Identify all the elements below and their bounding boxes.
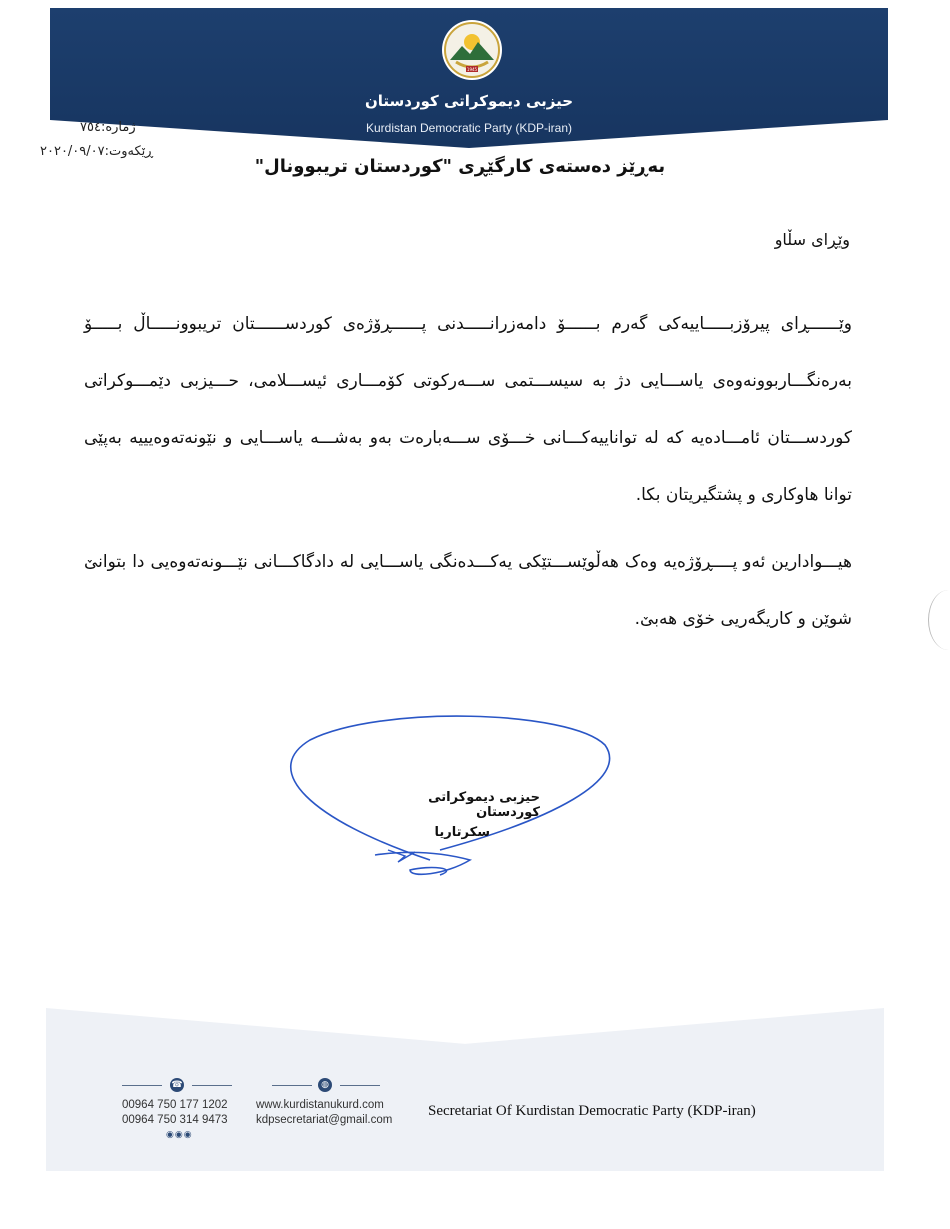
telegram-icon: ◉ xyxy=(183,1130,193,1140)
phone-number-1: 00964 750 177 1202 xyxy=(122,1099,228,1111)
footer-rule xyxy=(122,1085,162,1086)
globe-icon: ◍ xyxy=(318,1078,332,1092)
footer-rule xyxy=(192,1085,232,1086)
reference-date: ڕێکەوت:٢٠٢٠/٠٩/٠٧ xyxy=(40,144,154,159)
letter-paragraph-1: وێــــــڕای پیرۆزبـــــاییەکی گەرم بــــــۆ دامەزرانـــــدنی پــــــڕۆژەی کوردســــــتان تریبوونـــــاڵ بـــــۆ بەرەنگـــاربوونەوەی یاســـایی دژ بە سیســـتمی ســـەرکوتی کۆمـــاری ئیســـلامی، حـــیزبی دێمـــوکراتی کوردســـتان ئامـــادەیە کە لە تواناییەکـــانی خـــۆی ســـەبارەت بەو بەشـــە یاســـایی و نێونەتەوەیییە بەپێی توانا هاوکاری و پشتگیریتان بکا. xyxy=(84,314,852,505)
footer-rule xyxy=(340,1085,380,1086)
phone-icon: ☎ xyxy=(171,1080,183,1090)
signature-title: سکرتاریا xyxy=(434,825,490,840)
whatsapp-icon: ◉ xyxy=(166,1130,175,1140)
signature-name: حیزبی دیموکراتی کوردستان xyxy=(428,790,540,820)
letter-addressee: بەڕێز دەستەی کارگێڕی "کوردستان تریبوونال" xyxy=(254,156,666,177)
reference-number: ژمارە:٧٥٤ xyxy=(80,120,136,135)
email-link[interactable]: kdpsecretariat@gmail.com xyxy=(256,1114,393,1126)
party-name-english: Kurdistan Democratic Party (KDP-iran) xyxy=(365,121,573,135)
party-name-kurdish: حیزبی دیموکراتی کوردستان xyxy=(364,92,574,110)
svg-text:1945: 1945 xyxy=(466,67,478,72)
footer-phones xyxy=(122,1098,228,1128)
website-link[interactable]: www.kurdistanukurd.com xyxy=(256,1099,384,1111)
page-edge-mark xyxy=(928,590,950,650)
party-logo xyxy=(440,18,504,82)
footer-web xyxy=(256,1098,392,1128)
letter-paragraph-2: هیـــوادارین ئەو پــــڕۆژەیە وەک هەڵوێســـتێکی یەکـــدەنگی یاســـایی لە دادگاکـــانی نێـــونەتەوەیی دا بتوانێ شوێن و کاریگەریی خۆی هەبێ. xyxy=(84,552,852,629)
viber-icon: ◉ xyxy=(174,1130,184,1140)
phone-number-2: 00964 750 314 9473 xyxy=(122,1114,228,1126)
footer-rule xyxy=(272,1085,312,1086)
letter-greeting: وێڕای سڵاو xyxy=(774,230,850,249)
footer-secretariat: Secretariat Of Kurdistan Democratic Party (KDP-iran) xyxy=(428,1103,756,1119)
social-icons xyxy=(166,1130,193,1140)
